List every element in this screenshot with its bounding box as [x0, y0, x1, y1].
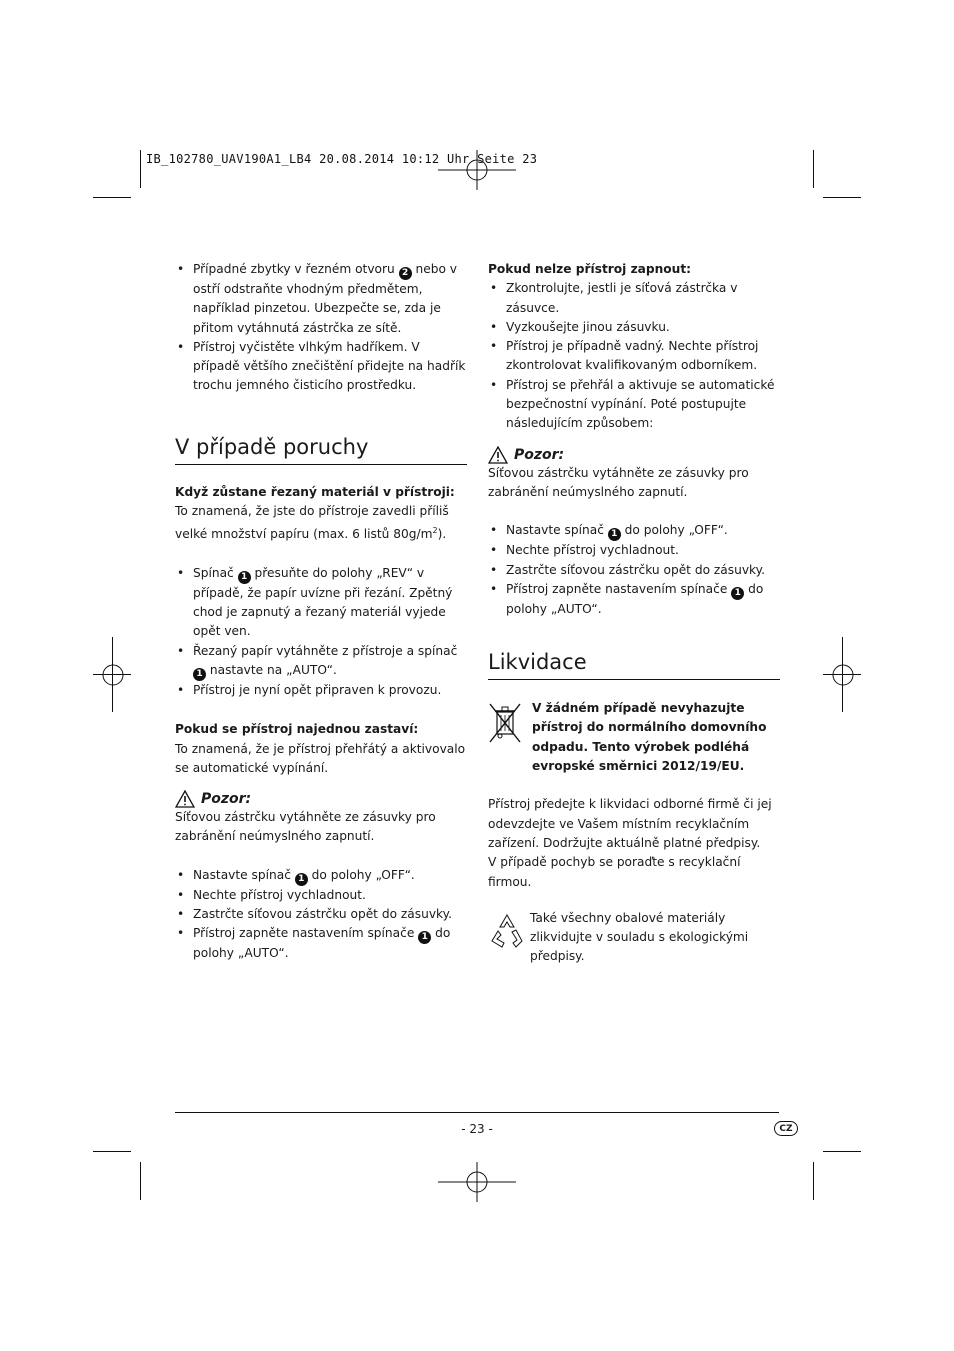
list-item: • Zastrčte síťovou zástrčku opět do zásuvky.	[488, 561, 780, 580]
crossed-bin-icon	[488, 702, 522, 744]
registration-mark-bottom-icon	[438, 1162, 516, 1202]
warning-text: Síťovou zástrčku vytáhněte ze zásuvky pro zabránění neúmyslného zapnutí.	[488, 465, 749, 499]
warning-heading: Pozor:	[488, 446, 780, 464]
part-number-badge: 1	[193, 668, 206, 681]
part-number-badge: 1	[608, 528, 621, 541]
registration-mark-top-icon	[438, 150, 516, 190]
list-item: • Přístroj vyčistěte vlhkým hadříkem. V případě většího znečištění přidejte na hadřík trochu jemného čisticího prostředku.	[175, 338, 467, 396]
recycle-icon	[488, 911, 526, 949]
list-item: • Nechte přístroj vychladnout.	[488, 541, 780, 560]
disposal-text-2: V případě pochyb se poraďte s recyklační firmou.	[488, 855, 741, 889]
page-number: - 23 -	[461, 1122, 493, 1136]
recycle-text: Také všechny obalové materiály zlikvidujte v souladu s ekologickými předpisy.	[530, 910, 749, 964]
list-item: • Přístroj se přehřál a aktivuje se automatické bezpečnostní vypínání. Poté postupujte následujícím způsobem:	[488, 376, 780, 434]
section-heading-troubleshooting: V případě poruchy	[175, 434, 467, 465]
part-number-badge: 1	[418, 931, 431, 944]
list-item: • Přístroj je případně vadný. Nechte přístroj zkontrolovat kvalifikovaným odborníkem.	[488, 337, 780, 376]
stops-bullet-list	[175, 866, 467, 964]
list-item: • Řezaný papír vytáhněte z přístroje a spínač 1 nastavte na „AUTO“.	[175, 642, 467, 681]
list-item: • Zkontrolujte, jestli je síťová zástrčka v zásuvce.	[488, 279, 780, 318]
warning-heading: Pozor:	[175, 790, 467, 808]
subsection-title-jammed: Když zůstane řezaný materiál v přístroji:	[175, 484, 455, 499]
warning-triangle-icon	[488, 446, 508, 464]
list-item: • Zastrčte síťovou zástrčku opět do zásuvky.	[175, 905, 467, 924]
list-item: • Nastavte spínač 1 do polohy „OFF“.	[488, 521, 780, 541]
list-item: • Nechte přístroj vychladnout.	[175, 886, 467, 905]
part-number-badge: 1	[731, 587, 744, 600]
warning-text: Síťovou zástrčku vytáhněte ze zásuvky pro zabránění neúmyslného zapnutí.	[175, 810, 436, 844]
country-badge: CZ	[774, 1121, 798, 1136]
print-slug: IB_102780_UAV190A1_LB4 20.08.2014 10:12 Uhr Seite 23	[146, 152, 538, 166]
section-heading-disposal: Likvidace	[488, 649, 780, 680]
registration-circle-right-icon	[832, 664, 854, 686]
subsection-title-stops: Pokud se přístroj najednou zastaví:	[175, 722, 419, 737]
left-column	[175, 260, 467, 964]
intro-bullet-list	[175, 260, 467, 396]
no-power-bullet-list	[488, 279, 780, 433]
disposal-text: Přístroj předejte k likvidaci odborné firmě či jej odevzdejte ve Vašem místním recyklačním zařízení. Dodržujte aktuálně platné předpisy.	[488, 797, 772, 850]
list-item: • Přístroj zapněte nastavením spínače 1 do polohy „AUTO“.	[175, 924, 467, 963]
list-item: • Přístroj zapněte nastavením spínače 1 do polohy „AUTO“.	[488, 580, 780, 619]
part-number-badge: 1	[295, 873, 308, 886]
footer-rule	[175, 1112, 779, 1113]
subsection-text-jammed: To znamená, že jste do přístroje zavedli příliš velké množství papíru (max. 6 listů $80g/m^2$).	[175, 504, 449, 542]
warning-triangle-icon	[175, 790, 195, 808]
overheat-bullet-list	[488, 521, 780, 619]
list-item: • Nastavte spínač 1 do polohy „OFF“.	[175, 866, 467, 886]
part-number-badge: 2	[399, 267, 412, 280]
part-number-badge: 1	[238, 571, 251, 584]
weee-text: V žádném případě nevyhazujte přístroj do normálního domovního odpadu. Tento výrobek podléhá evropské směrnici 2012/19/EU.	[532, 701, 767, 774]
jammed-bullet-list	[175, 564, 467, 700]
list-item: • Spínač 1 přesuňte do polohy „REV“ v případě, že papír uvízne při řezání. Zpětný chod je zapnutý a řezaný materiál vyjede opět ven.	[175, 564, 467, 642]
subsection-text-stops: To znamená, že je přístroj přehřátý a aktivovalo se automatické vypínání.	[175, 741, 466, 775]
list-item: • Vyzkoušejte jinou zásuvku.	[488, 318, 780, 337]
subsection-title-no-power: Pokud nelze přístroj zapnout:	[488, 262, 692, 276]
recycling-notice	[488, 911, 780, 967]
weee-notice	[488, 696, 780, 776]
registration-circle-left-icon	[102, 664, 124, 686]
list-item: • Přístroj je nyní opět připraven k provozu.	[175, 681, 467, 700]
right-column	[488, 260, 780, 967]
list-item: • Případné zbytky v řezném otvoru 2 nebo v ostří odstraňte vhodným předmětem, například pinzetou. Ubezpečte se, zda je přitom vytáhnutá zástrčka ze sítě.	[175, 260, 467, 338]
